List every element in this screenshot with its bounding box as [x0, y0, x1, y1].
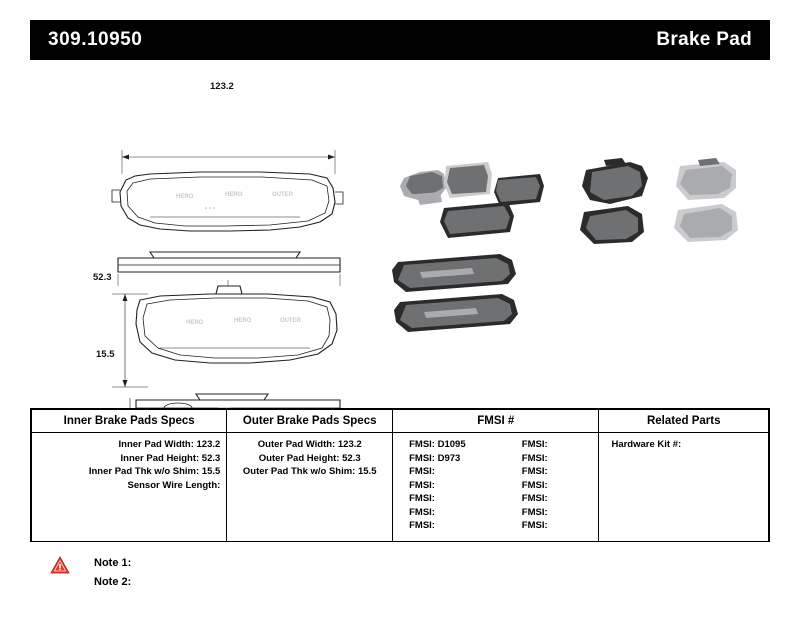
col-header-outer-specs: Outer Brake Pads Specs — [227, 410, 393, 433]
photo-pad-group-bottom — [392, 254, 518, 332]
inner-pad-width: Inner Pad Width: 123.2 — [118, 439, 221, 450]
inner-pad-thickness: Inner Pad Thk w/o Shim: 15.5 — [88, 466, 221, 477]
dim-thickness-label: 15.5 — [96, 349, 115, 360]
table-body-row — [32, 433, 769, 541]
cell-inner-specs — [32, 433, 227, 541]
pad-watermark: HERO — [186, 320, 204, 326]
table-header-row — [32, 410, 769, 433]
pad-watermark: OUTER — [280, 318, 301, 324]
inner-pad-front-view — [112, 172, 343, 231]
fmsi-entry: FMSI: — [521, 506, 548, 518]
inner-pad-height: Inner Pad Height: 52.3 — [120, 452, 221, 464]
col-header-related-parts: Related Parts — [599, 410, 769, 433]
width-dimension — [122, 150, 335, 174]
note-row-2 — [50, 572, 450, 591]
cell-fmsi — [393, 433, 599, 541]
fmsi-entry: FMSI: — [409, 466, 435, 477]
part-number: 309.10950 — [48, 29, 143, 50]
fmsi-entry: FMSI: — [409, 506, 435, 518]
product-photos — [380, 62, 800, 392]
notes-section — [50, 553, 450, 591]
col-header-fmsi: FMSI # — [393, 410, 599, 433]
document-type: Brake Pad — [656, 29, 752, 50]
fmsi-entry: FMSI: — [521, 452, 548, 464]
fmsi-entry: FMSI: — [521, 439, 548, 450]
dim-width-label: 123.2 — [210, 81, 234, 92]
hardware-kit-number: Hardware Kit #: — [611, 439, 682, 450]
specifications-table — [30, 408, 770, 542]
fmsi-entry: FMSI: — [409, 520, 435, 531]
fmsi-entry: FMSI: D973 — [409, 452, 461, 464]
photo-pad-group-left — [400, 162, 544, 238]
fmsi-entry: FMSI: — [409, 493, 435, 504]
warning-triangle-icon — [50, 556, 70, 574]
technical-drawing — [0, 62, 380, 392]
outer-pad-front-view — [136, 280, 337, 363]
fmsi-entry: FMSI: — [521, 520, 548, 531]
pad-watermark: HERO — [176, 194, 194, 200]
cell-related-parts — [599, 433, 769, 541]
dim-height-label: 52.3 — [93, 272, 112, 283]
fmsi-entry: FMSI: — [521, 466, 548, 477]
fmsi-entry: FMSI: — [521, 479, 548, 491]
fmsi-entry: FMSI: — [409, 479, 435, 491]
note-1-label: Note 1: — [94, 556, 132, 569]
col-header-inner-specs: Inner Brake Pads Specs — [32, 410, 227, 433]
fmsi-column-right — [496, 438, 593, 533]
sensor-wire-length: Sensor Wire Length: — [127, 479, 221, 491]
header-bar — [30, 20, 770, 60]
outer-pad-height: Outer Pad Height: 52.3 — [258, 452, 361, 464]
note-2-label: Note 2: — [94, 575, 132, 588]
fmsi-column-left — [399, 438, 496, 533]
fmsi-entry: FMSI: — [521, 493, 548, 504]
pad-watermark: OUTER — [272, 192, 293, 198]
inner-pad-side-view — [118, 252, 340, 286]
pad-watermark: HERO — [234, 318, 252, 324]
photo-pad-group-right — [580, 158, 738, 244]
outer-pad-thickness: Outer Pad Thk w/o Shim: 15.5 — [242, 466, 377, 477]
fmsi-entry: FMSI: D1095 — [409, 439, 466, 450]
note-row-1 — [50, 553, 450, 572]
outer-pad-width: Outer Pad Width: 123.2 — [257, 439, 362, 450]
pad-watermark: • • • — [205, 206, 215, 212]
cell-outer-specs — [227, 433, 393, 541]
pad-watermark: HERO — [225, 192, 243, 198]
drawing-area — [0, 62, 800, 392]
